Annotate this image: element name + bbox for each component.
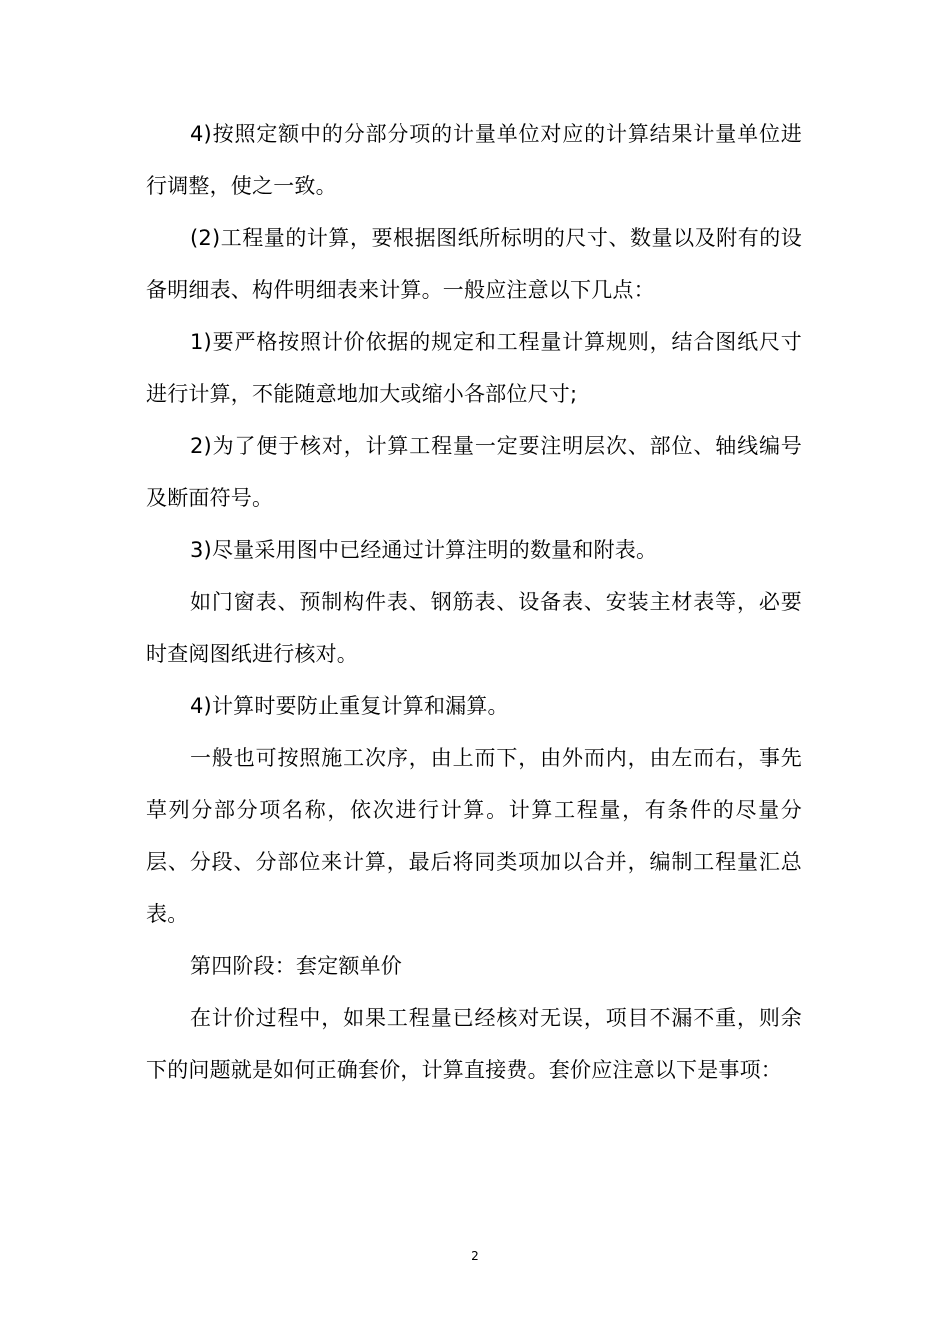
paragraph-rule-1: 1)要严格按照计价依据的规定和工程量计算规则，结合图纸尺寸进行计算，不能随意地加大或缩小各部位尺寸;: [146, 330, 802, 406]
paragraph-rule-2: 2)为了便于核对，计算工程量一定要注明层次、部位、轴线编号及断面符号。: [146, 434, 802, 510]
paragraph-calculation-order: 一般也可按照施工次序，由上而下，由外而内，由左而右，事先草列分部分项名称，依次进行计算。计算工程量，有条件的尽量分层、分段、分部位来计算，最后将同类项加以合并，编制工程量汇总表。: [146, 746, 802, 926]
paragraph-pricing-notes: 在计价过程中，如果工程量已经核对无误，项目不漏不重，则余下的问题就是如何正确套价，计算直接费。套价应注意以下是事项：: [146, 1006, 802, 1082]
section-heading-stage-four: 第四阶段：套定额单价: [190, 954, 402, 978]
page-number: 2: [471, 1249, 479, 1263]
paragraph-rule-4: 4)计算时要防止重复计算和漏算。: [190, 694, 509, 718]
document-body: [146, 108, 802, 1096]
paragraph-rule-3: 3)尽量采用图中已经通过计算注明的数量和附表。: [190, 538, 658, 562]
paragraph-quantity-calculation: (2)工程量的计算，要根据图纸所标明的尺寸、数量以及附有的设备明细表、构件明细表来计算。一般应注意以下几点：: [146, 226, 802, 302]
paragraph-unit-adjustment: 4)按照定额中的分部分项的计量单位对应的计算结果计量单位进行调整，使之一致。: [146, 122, 802, 198]
paragraph-rule-3-examples: 如门窗表、预制构件表、钢筋表、设备表、安装主材表等，必要时查阅图纸进行核对。: [146, 590, 802, 666]
